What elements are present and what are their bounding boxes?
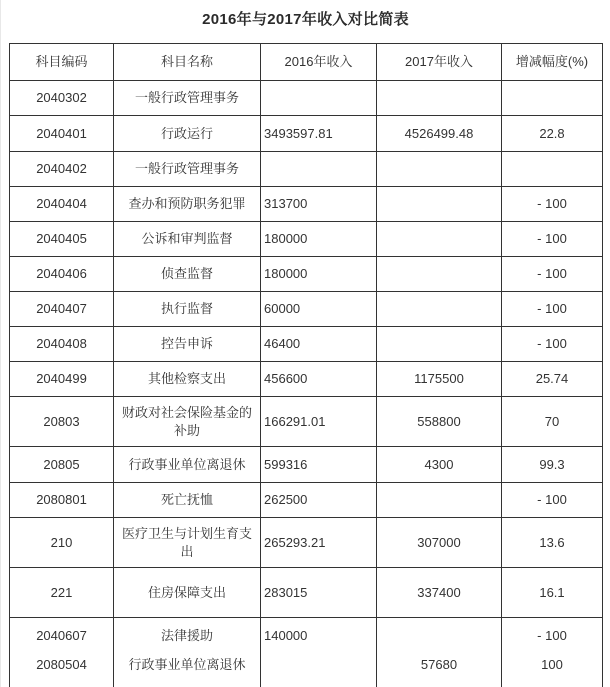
cell-change-pct: - 100 <box>502 222 603 257</box>
cell-income-2016: 166291.01 <box>261 397 377 447</box>
table-row <box>10 362 603 397</box>
cell-income-2016: 180000 <box>261 257 377 292</box>
cell-income-2017 <box>377 81 502 116</box>
table-row <box>10 327 603 362</box>
table-row <box>10 483 603 518</box>
column-header-income-2017: 2017年收入 <box>377 44 502 81</box>
cell-change-pct: 99.3 <box>502 447 603 483</box>
table-row <box>10 116 603 152</box>
cell-income-2017: 1175500 <box>377 362 502 397</box>
cell-code: 2040408 <box>10 327 114 362</box>
table-row <box>10 568 603 618</box>
cell-code: 2040406 <box>10 257 114 292</box>
cell-line <box>264 650 373 679</box>
cell-code: 2040499 <box>10 362 114 397</box>
cell-change-pct <box>502 618 603 687</box>
cell-name: 查办和预防职务犯罪 <box>114 187 261 222</box>
cell-change-pct: - 100 <box>502 483 603 518</box>
cell-name: 执行监督 <box>114 292 261 327</box>
cell-name: 财政对社会保险基金的补助 <box>114 397 261 447</box>
cell-income-2016: 262500 <box>261 483 377 518</box>
cell-name: 行政运行 <box>114 116 261 152</box>
income-comparison-table <box>9 43 603 687</box>
table-row <box>10 152 603 187</box>
cell-code: 2040401 <box>10 116 114 152</box>
cell-change-pct: 25.74 <box>502 362 603 397</box>
cell-name: 一般行政管理事务 <box>114 152 261 187</box>
cell-change-pct: 16.1 <box>502 568 603 618</box>
table-row <box>10 397 603 447</box>
cell-code: 20805 <box>10 447 114 483</box>
column-header-change-pct: 增减幅度(%) <box>502 44 603 81</box>
cell-income-2016: 456600 <box>261 362 377 397</box>
cell-income-2016 <box>261 152 377 187</box>
cell-income-2017: 4526499.48 <box>377 116 502 152</box>
cell-code: 2040302 <box>10 81 114 116</box>
column-header-code: 科目编码 <box>10 44 114 81</box>
cell-change-pct <box>502 81 603 116</box>
table-row <box>10 292 603 327</box>
table-row <box>10 81 603 116</box>
cell-income-2016 <box>261 81 377 116</box>
page-title: 2016年与2017年收入对比简表 <box>202 11 409 28</box>
cell-income-2017 <box>377 222 502 257</box>
cell-name: 侦查监督 <box>114 257 261 292</box>
cell-name <box>114 618 261 687</box>
cell-income-2016: 283015 <box>261 568 377 618</box>
cell-income-2016: 313700 <box>261 187 377 222</box>
cell-income-2017 <box>377 152 502 187</box>
cell-code: 2040407 <box>10 292 114 327</box>
cell-change-pct: 70 <box>502 397 603 447</box>
cell-code: 2040402 <box>10 152 114 187</box>
cell-name: 死亡抚恤 <box>114 483 261 518</box>
cell-line: 法律援助 <box>160 628 213 643</box>
cell-name: 行政事业单位离退休 <box>114 447 261 483</box>
cell-line <box>380 621 498 650</box>
cell-income-2017: 4300 <box>377 447 502 483</box>
table-row <box>10 222 603 257</box>
cell-income-2017 <box>377 187 502 222</box>
cell-line: 2040607 <box>36 628 87 643</box>
cell-income-2016: 265293.21 <box>261 518 377 568</box>
cell-name: 医疗卫生与计划生育支出 <box>114 518 261 568</box>
cell-change-pct: - 100 <box>502 187 603 222</box>
cell-line: 140000 <box>264 628 308 643</box>
column-header-income-2016: 2016年收入 <box>261 44 377 81</box>
cell-income-2017 <box>377 257 502 292</box>
cell-code: 221 <box>10 568 114 618</box>
cell-code: 2040405 <box>10 222 114 257</box>
cell-income-2017 <box>377 292 502 327</box>
cell-income-2016: 3493597.81 <box>261 116 377 152</box>
cell-income-2016: 599316 <box>261 447 377 483</box>
cell-line: 行政事业单位离退休 <box>128 657 246 672</box>
cell-income-2017 <box>377 327 502 362</box>
cell-name: 住房保障支出 <box>114 568 261 618</box>
cell-line: - 100 <box>537 628 567 643</box>
cell-name: 一般行政管理事务 <box>114 81 261 116</box>
table-row-double <box>10 618 603 687</box>
cell-name: 其他检察支出 <box>114 362 261 397</box>
cell-income-2017 <box>377 618 502 687</box>
table-row <box>10 257 603 292</box>
cell-change-pct: 22.8 <box>502 116 603 152</box>
table-row <box>10 187 603 222</box>
table-header-row <box>10 44 603 81</box>
cell-line: 57680 <box>420 657 458 672</box>
cell-income-2016: 46400 <box>261 327 377 362</box>
cell-income-2016: 60000 <box>261 292 377 327</box>
cell-name: 控告申诉 <box>114 327 261 362</box>
cell-change-pct <box>502 152 603 187</box>
cell-change-pct: - 100 <box>502 257 603 292</box>
cell-code: 210 <box>10 518 114 568</box>
cell-name: 公诉和审判监督 <box>114 222 261 257</box>
cell-change-pct: - 100 <box>502 327 603 362</box>
cell-code: 2080801 <box>10 483 114 518</box>
table-row <box>10 518 603 568</box>
cell-change-pct: - 100 <box>502 292 603 327</box>
cell-code: 20803 <box>10 397 114 447</box>
cell-line: 100 <box>541 657 563 672</box>
cell-line: 2080504 <box>36 657 87 672</box>
table-row <box>10 447 603 483</box>
cell-income-2017 <box>377 483 502 518</box>
cell-income-2016 <box>261 618 377 687</box>
cell-code <box>10 618 114 687</box>
cell-code: 2040404 <box>10 187 114 222</box>
cell-income-2017: 337400 <box>377 568 502 618</box>
cell-change-pct: 13.6 <box>502 518 603 568</box>
cell-income-2016: 180000 <box>261 222 377 257</box>
cell-income-2017: 307000 <box>377 518 502 568</box>
cell-income-2017: 558800 <box>377 397 502 447</box>
column-header-name: 科目名称 <box>114 44 261 81</box>
